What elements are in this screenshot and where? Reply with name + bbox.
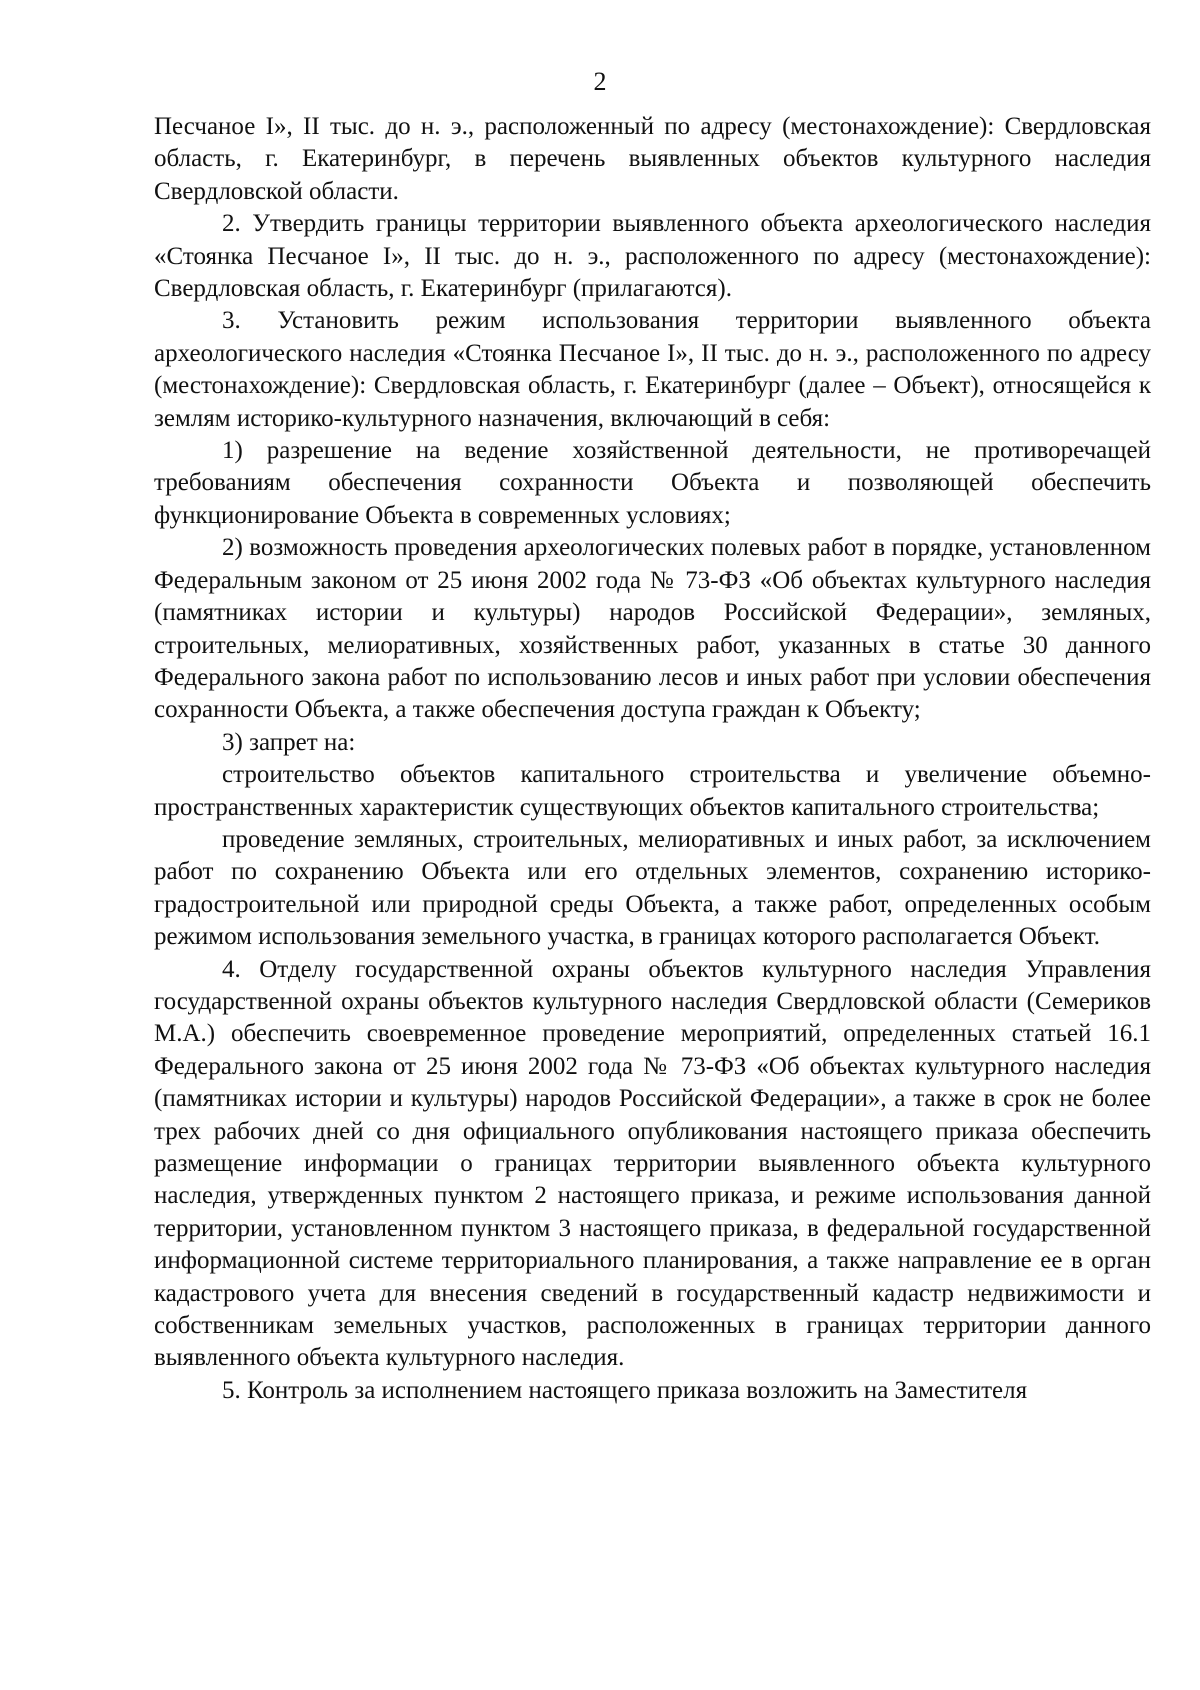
document-body bbox=[154, 111, 1151, 1407]
paragraph-subitem-3: 3) запрет на: bbox=[222, 728, 356, 756]
paragraph-prohibition-works: проведение земляных, строительных, мелиоративных и иных работ, за исключением работ по сохранению Объекта или его отдельных элементов, сохранению историко-градостроительной или природной среды Объекта, а также работ, определенных особым режимом использования земельного участка, в границах которого располагается Объект. bbox=[154, 825, 1151, 951]
page-number: 2 bbox=[593, 67, 607, 96]
paragraph-item-3: 3. Установить режим использования территории выявленного объекта археологического наследия «Стоянка Песчаное I», II тыс. до н. э., расположенного по адресу (местонахождение): Свердловская область, г. Екатеринбург (далее – Объект), относящейся к землям историко-культурного назначения, включающий в себя: bbox=[154, 307, 1151, 432]
paragraph-item-5: 5. Контроль за исполнением настоящего приказа возложить на Заместителя bbox=[222, 1376, 1028, 1404]
paragraph-item-2: 2. Утвердить границы территории выявленного объекта археологического наследия «Стоянка Песчаное I», II тыс. до н. э., расположенного по адресу (местонахождение): Свердловская область, г. Екатеринбург (прилагаются). bbox=[154, 210, 1151, 303]
paragraph-subitem-1: 1) разрешение на ведение хозяйственной деятельности, не противоречащей требованиям обеспечения сохранности Объекта и позволяющей обеспечить функционирование Объекта в современных условиях; bbox=[154, 437, 1151, 529]
paragraph-subitem-2: 2) возможность проведения археологических полевых работ в порядке, установленном Федеральным законом от 25 июня 2002 года № 73-ФЗ «Об объектах культурного наследия (памятниках истории и культуры) народов Российской Федерации», земляных, строительных, мелиоративных, хозяйственных работ, указанных в статье 30 данного Федерального закона работ по использованию лесов и иных работ при условии обеспечения сохранности Объекта, а также обеспечения доступа граждан к Объекту; bbox=[154, 534, 1151, 724]
paragraph-continuation: Песчаное I», II тыс. до н. э., расположенный по адресу (местонахождение): Свердловская область, г. Екатеринбург, в перечень выявленных объектов культурного наследия Свердловской области. bbox=[154, 113, 1151, 205]
paragraph-item-4: 4. Отделу государственной охраны объектов культурного наследия Управления государственной охраны объектов культурного наследия Свердловской области (Семериков М.А.) обеспечить своевременное проведение мероприятий, определенных статьей 16.1 Федерального закона от 25 июня 2002 года № 73-ФЗ «Об объектах культурного наследия (памятниках истории и культуры) народов Российской Федерации», а также в срок не более трех рабочих дней со дня официального опубликования настоящего приказа обеспечить размещение информации о границах территории выявленного объекта культурного наследия, утвержденных пунктом 2 настоящего приказа, и режиме использования данной территории, установленном пунктом 3 настоящего приказа, в федеральной государственной информационной системе территориального планирования, а также направление ее в орган кадастрового учета для внесения сведений в государственный кадастр недвижимости и собственникам земельных участков, расположенных в границах территории данного выявленного объекта культурного наследия. bbox=[154, 955, 1151, 1372]
paragraph-prohibition-construction: строительство объектов капитального строительства и увеличение объемно-пространственных характеристик существующих объектов капитального строительства; bbox=[154, 761, 1151, 821]
